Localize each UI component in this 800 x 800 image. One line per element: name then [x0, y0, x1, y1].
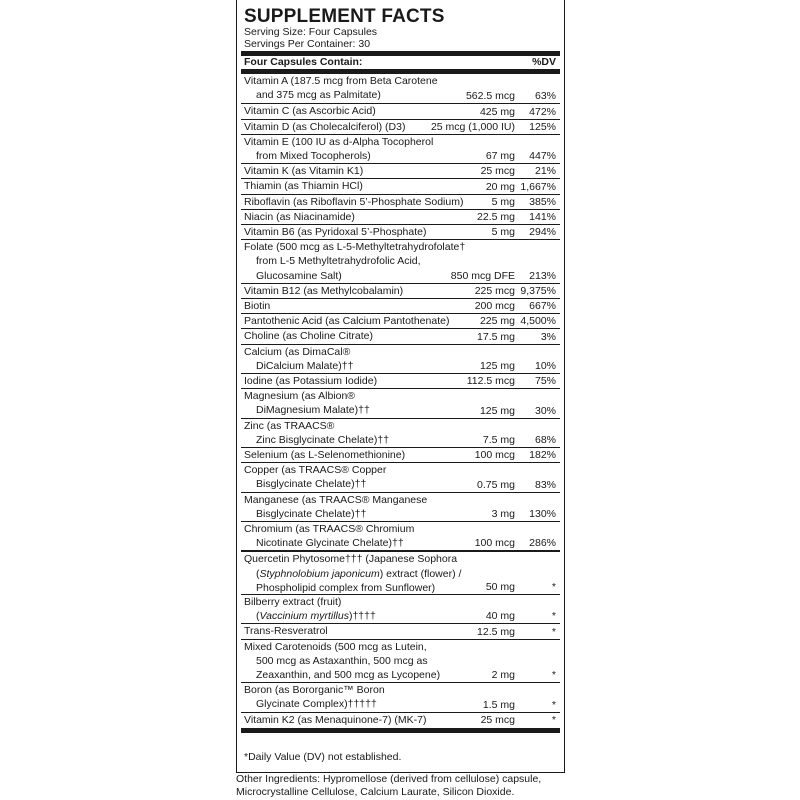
nutrient-row — [241, 194, 560, 209]
nutrient-name-line: Zeaxanthin, and 500 mcg as Lycopene) — [256, 669, 441, 681]
nutrient-dv: 385% — [529, 195, 556, 208]
nutrient-amount: 425 mg — [479, 105, 515, 118]
nutrient-amount: 562.5 mcg — [465, 90, 515, 103]
nutrient-name-line: Copper (as TRAACS® Copper — [244, 464, 387, 477]
nutrient-name — [244, 135, 433, 163]
nutrient-name-line: Selenium (as L-Selenomethionine) — [244, 449, 406, 461]
nutrient-dv: 63% — [534, 90, 556, 103]
nutrient-dv: 667% — [529, 300, 556, 313]
nutrient-dv: * — [551, 580, 556, 593]
nutrient-row — [241, 328, 560, 343]
nutrient-name-line: Biotin — [244, 300, 271, 312]
nutrient-name-line: Niacin (as Niacinamide) — [244, 210, 355, 223]
nutrient-name-line: Vitamin B12 (as Methylcobalamin) — [244, 284, 404, 297]
nutrient-row — [241, 313, 560, 328]
nutrient-name — [244, 640, 440, 683]
nutrient-row — [241, 344, 560, 373]
nutrient-amount: 0.75 mg — [477, 478, 515, 491]
nutrient-row — [241, 682, 560, 711]
nutrient-name-line: Zinc Bisglycinate Chelate)†† — [256, 433, 390, 446]
nutrient-dv: * — [551, 625, 556, 638]
nutrient-name-line: Bisglycinate Chelate)†† — [256, 478, 367, 491]
nutrient-row — [241, 492, 560, 521]
nutrient-row — [241, 521, 560, 550]
nutrient-name-line: Manganese (as TRAACS® Manganese — [244, 493, 428, 506]
nutrient-name — [244, 463, 386, 491]
nutrient-dv: 83% — [534, 478, 556, 491]
nutrient-row — [241, 447, 560, 462]
other-ingredients-line: Microcrystalline Cellulose, Calcium Laurate, Silicon Dioxide. — [236, 786, 515, 798]
nutrient-amount: 225 mg — [479, 315, 515, 328]
nutrient-dv: 125% — [529, 120, 556, 133]
nutrient-name — [244, 448, 405, 462]
nutrient-name-line: Glycinate Complex)††††† — [256, 698, 377, 711]
nutrient-name — [244, 624, 328, 638]
nutrient-name — [244, 552, 461, 595]
thick-divider — [241, 728, 560, 733]
serving-size: Serving Size: Four Capsules — [244, 26, 378, 38]
nutrient-dv: 3% — [540, 330, 556, 343]
nutrient-name-line: Thiamin (as Thiamin HCl) — [244, 180, 363, 193]
nutrient-dv: 213% — [529, 269, 556, 282]
nutrient-name — [244, 493, 427, 521]
nutrient-name-line: Vitamin A (187.5 mcg from Beta Carotene — [244, 75, 438, 87]
nutrient-dv: 21% — [534, 165, 556, 178]
nutrient-row — [241, 283, 560, 298]
nutrient-name — [244, 120, 405, 134]
nutrient-name — [244, 225, 426, 239]
nutrient-name-line: Vitamin B6 (as Pyridoxal 5’-Phosphate) — [244, 226, 427, 238]
nutrient-dv: * — [551, 669, 556, 682]
nutrient-amount: 40 mg — [485, 610, 515, 623]
header-label: Four Capsules Contain: — [244, 56, 363, 68]
nutrient-name-line: Riboflavin (as Riboflavin 5’-Phosphate Sodium) — [244, 195, 464, 208]
nutrient-row — [241, 418, 560, 447]
nutrient-dv: 68% — [534, 433, 556, 446]
nutrient-name-line: Nicotinate Glycinate Chelate)†† — [256, 537, 404, 550]
nutrient-row — [241, 623, 560, 638]
nutrient-amount: 12.5 mg — [477, 625, 515, 638]
nutrient-dv: 182% — [529, 449, 556, 462]
nutrient-amount: 112.5 mcg — [466, 375, 515, 388]
nutrient-row — [241, 550, 560, 594]
nutrient-name — [244, 345, 353, 373]
nutrient-row — [241, 74, 560, 103]
nutrient-name-line: Vitamin C (as Ascorbic Acid) — [244, 105, 376, 118]
daily-value-footnote: *Daily Value (DV) not established. — [244, 751, 402, 763]
nutrient-amount: 22.5 mg — [477, 210, 515, 223]
nutrient-amount: 100 mcg — [474, 537, 515, 550]
nutrient-amount: 3 mg — [491, 507, 515, 520]
nutrient-name-line: Choline (as Choline Citrate) — [244, 330, 373, 343]
nutrient-name — [244, 284, 403, 298]
nutrient-dv: 30% — [534, 404, 556, 417]
other-ingredients-line: Other Ingredients: Hypromellose (derived from cellulose) capsule, — [236, 773, 542, 785]
nutrient-name-line: Vitamin D (as Cholecalciferol) (D3) — [244, 120, 406, 133]
nutrient-row — [241, 712, 560, 727]
nutrient-row — [241, 594, 560, 623]
nutrient-dv: 75% — [534, 375, 556, 388]
nutrient-dv: 9,375% — [520, 284, 556, 297]
nutrient-name-line: Magnesium (as Albion® — [244, 390, 356, 403]
nutrient-amount: 25 mcg — [480, 165, 515, 178]
nutrient-amount: 125 mg — [479, 404, 515, 417]
nutrient-dv: 472% — [529, 105, 556, 118]
servings-per-container: Servings Per Container: 30 — [244, 38, 371, 50]
nutrient-name-line: from L-5 Methyltetrahydrofolic Acid, — [256, 255, 421, 268]
nutrient-dv: 130% — [529, 507, 556, 520]
other-ingredients — [236, 773, 576, 799]
panel-title: SUPPLEMENT FACTS — [244, 6, 445, 27]
nutrient-dv: 447% — [529, 150, 556, 163]
nutrient-name-line: Zinc (as TRAACS® — [244, 419, 335, 432]
nutrient-name-line: from Mixed Tocopherols) — [256, 150, 371, 162]
nutrient-name — [244, 419, 389, 447]
nutrient-amount: 5 mg — [491, 226, 515, 239]
nutrient-row — [241, 134, 560, 163]
nutrient-name — [244, 240, 465, 283]
nutrient-dv: 141% — [529, 210, 556, 223]
nutrient-dv: 4,500% — [520, 315, 556, 328]
nutrient-row — [241, 298, 560, 313]
nutrient-dv: 1,667% — [520, 180, 556, 193]
nutrient-amount: 100 mcg — [474, 449, 515, 462]
nutrient-name-line: Vitamin E (100 IU as d-Alpha Tocopherol — [244, 135, 434, 148]
nutrient-amount: 50 mg — [485, 580, 515, 593]
nutrient-row — [241, 209, 560, 224]
nutrient-amount: 850 mcg DFE — [450, 269, 515, 282]
nutrient-name-line: Vitamin K2 (as Menaquinone-7) (MK-7) — [244, 713, 427, 726]
nutrient-name-line: Bisglycinate Chelate)†† — [256, 507, 367, 520]
nutrient-name — [244, 595, 376, 623]
nutrient-name-line: Boron (as Bororganic™ Boron — [244, 684, 385, 697]
supplement-facts-panel — [236, 0, 565, 773]
nutrient-amount: 2 mg — [491, 669, 515, 682]
nutrient-row — [241, 163, 560, 178]
nutrient-row — [241, 119, 560, 134]
nutrient-name — [244, 683, 385, 711]
nutrient-amount: 125 mg — [479, 359, 515, 372]
nutrient-name-line: (Styphnolobium japonicum) extract (flower) / — [256, 567, 462, 580]
nutrient-row — [241, 178, 560, 193]
nutrient-name-line: and 375 mcg as Palmitate) — [256, 89, 381, 102]
nutrient-name-line: DiCalcium Malate)†† — [256, 359, 354, 372]
nutrient-name-line: Trans-Resveratrol — [244, 625, 328, 638]
nutrient-amount: 200 mcg — [474, 300, 515, 313]
nutrient-name — [244, 299, 270, 313]
nutrient-name-line: Folate (500 mcg as L-5-Methyltetrahydrofolate† — [244, 241, 466, 254]
nutrient-name-line: 500 mcg as Astaxanthin, 500 mcg as — [256, 654, 428, 667]
nutrient-row — [241, 639, 560, 683]
nutrient-row — [241, 388, 560, 417]
nutrient-name-line: DiMagnesium Malate)†† — [256, 404, 370, 417]
nutrient-dv: 286% — [529, 537, 556, 550]
header-dv: %DV — [532, 56, 556, 68]
nutrient-name-line: Glucosamine Salt) — [256, 269, 342, 282]
nutrient-name — [244, 164, 363, 178]
nutrient-amount: 1.5 mg — [482, 698, 515, 711]
table-header — [244, 56, 556, 68]
nutrient-name — [244, 195, 463, 209]
nutrient-name — [244, 210, 355, 224]
nutrient-name-line: Vitamin K (as Vitamin K1) — [244, 165, 364, 178]
nutrient-dv: * — [551, 698, 556, 711]
nutrient-amount: 25 mcg — [480, 713, 515, 726]
nutrient-row — [241, 373, 560, 388]
nutrient-row — [241, 103, 560, 118]
nutrient-name — [244, 713, 426, 727]
nutrient-name — [244, 522, 414, 550]
nutrient-amount: 5 mg — [491, 195, 515, 208]
nutrient-name — [244, 179, 363, 193]
nutrient-name-line: Iodine (as Potassium Iodide) — [244, 375, 378, 387]
nutrient-name-line: Phospholipid complex from Sunflower) — [256, 581, 436, 594]
nutrient-dv: * — [551, 713, 556, 726]
nutrient-dv: 294% — [529, 226, 556, 239]
nutrient-name-line: Quercetin Phytosome††† (Japanese Sophora — [244, 553, 458, 566]
nutrient-amount: 25 mcg (1,000 IU) — [430, 120, 515, 133]
nutrient-name — [244, 74, 438, 102]
nutrient-name-line: Mixed Carotenoids (500 mcg as Lutein, — [244, 640, 427, 653]
nutrient-name-line: Chromium (as TRAACS® Chromium — [244, 523, 415, 535]
nutrient-name — [244, 374, 377, 388]
nutrient-dv: * — [551, 610, 556, 623]
nutrient-row — [241, 462, 560, 491]
nutrient-name-line: Bilberry extract (fruit) — [244, 596, 342, 608]
nutrient-name — [244, 329, 373, 343]
nutrient-amount: 20 mg — [485, 180, 515, 193]
nutrient-amount: 17.5 mg — [477, 330, 515, 343]
nutrient-name-line: (Vaccinium myrtillus)†††† — [256, 610, 376, 623]
nutrient-amount: 225 mcg — [474, 284, 515, 297]
nutrient-amount: 7.5 mg — [482, 433, 515, 446]
nutrient-row — [241, 239, 560, 283]
nutrient-name — [244, 104, 376, 118]
nutrient-name-line: Pantothenic Acid (as Calcium Pantothenate) — [244, 315, 450, 328]
nutrient-amount: 67 mg — [485, 150, 515, 163]
nutrient-name — [244, 314, 449, 328]
nutrient-dv: 10% — [534, 359, 556, 372]
nutrient-name-line: Calcium (as DimaCal® — [244, 345, 351, 358]
nutrient-row — [241, 224, 560, 239]
nutrient-name — [244, 389, 370, 417]
